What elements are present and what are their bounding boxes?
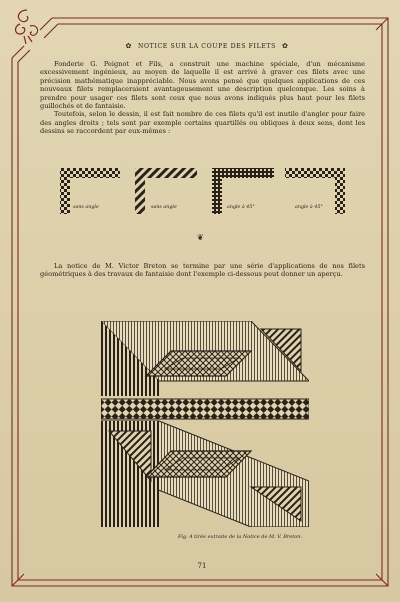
figure-caption: Fig. 4 tirée extraite de la Notice de M. V. Breton. (177, 534, 303, 540)
page-number: 71 (197, 562, 207, 570)
paragraph: La notice de M. Victor Breton se termine par une série d'applications de nos filets géométriques à des travaux de fantaisie dont l'exemple ci-dessous peut donner un aperçu. (40, 262, 365, 279)
sample-caption: angle à 45° (295, 205, 323, 210)
left-ornament-icon: ✿ (125, 42, 132, 50)
page-title: NOTICE SUR LA COUPE DES FILETS (138, 42, 276, 50)
corner-ornament-icon (10, 6, 44, 46)
paragraph: Fonderie G. Peignot et Fils, a construit une machine spéciale, d'un mécanisme excessivement ingénieux, au moyen de laquelle il est arrivé à graver ces filets avec une précision mathématique inappréciable. Nous avons pensé que quelques applications de ces nouveaux filets remplaceraient avantageusement une description quelconque. Les soins à prendre pour usager ces filets sont ceux que nous avons indiqués plus haut pour les filets guillochés et de fantaisie. (40, 60, 365, 111)
separator-ornament-icon: ❦ (197, 233, 204, 242)
sample-captions (55, 205, 355, 215)
right-ornament-icon: ✿ (281, 42, 289, 50)
sample-caption: sans angle (73, 205, 99, 210)
page-header (112, 40, 302, 52)
closing-text (40, 262, 365, 279)
intro-text (40, 60, 365, 136)
decorative-plate (101, 321, 309, 527)
sample-caption: sans angle (151, 205, 177, 210)
sample-caption: angle à 45° (227, 205, 255, 210)
paragraph: Toutefois, selon le dessin, il est fait nombre de ces filets qu'il est inutile d'angler pour faire des angles droits ; tels sont par exemple certains quartillés ou obliques à deux sens, dont les dessins se raccordent par eux-mêmes : (40, 110, 365, 136)
